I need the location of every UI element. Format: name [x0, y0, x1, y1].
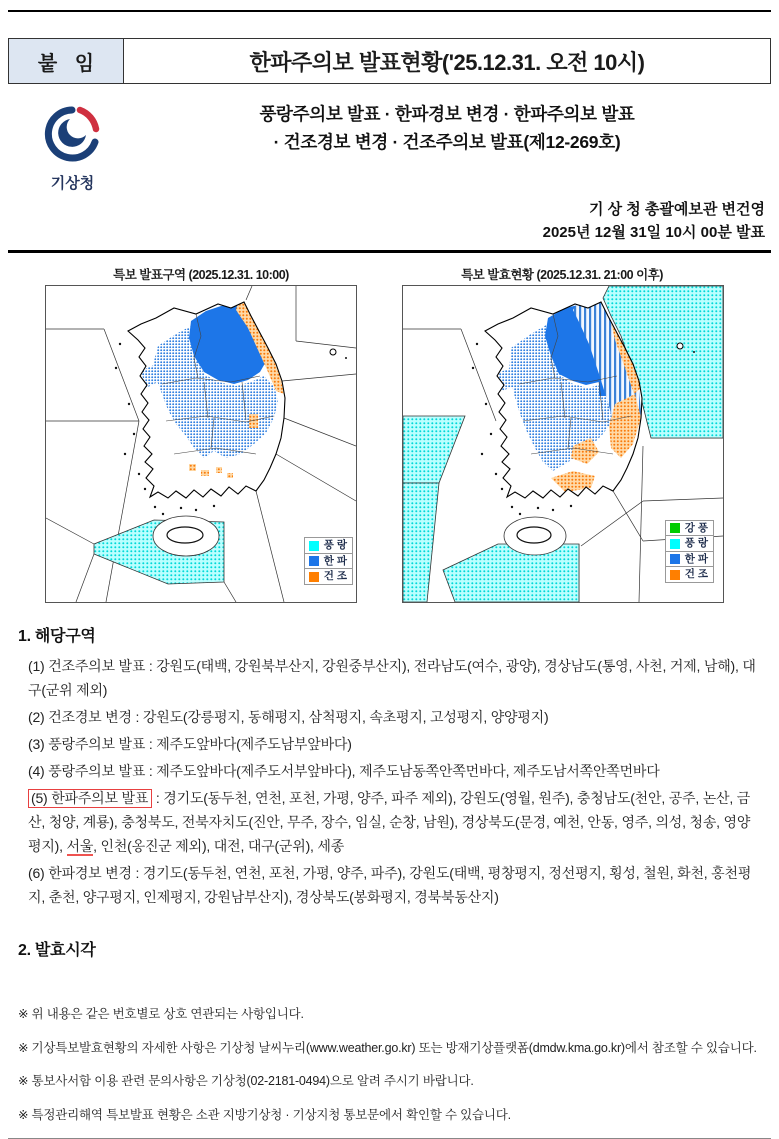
jeju-island	[167, 527, 203, 543]
section-effective-time	[18, 937, 761, 960]
dokdo-island	[693, 351, 695, 353]
legend-row	[665, 520, 714, 537]
dry-legend-chip	[670, 570, 680, 580]
region-item-4: (4) 풍랑주의보 발표 : 제주도앞바다(제주도서부앞바다), 제주도남동쪽안쪽먼바다, 제주도남서쪽안쪽먼바다	[28, 763, 660, 779]
legend-label: 건 조	[323, 570, 347, 583]
legend-label: 풍 랑	[323, 539, 347, 552]
dry-patch	[216, 467, 222, 473]
wind-wave-legend-chip	[309, 541, 319, 551]
region-item-5	[18, 786, 757, 858]
attachment-label: 붙 임	[9, 39, 124, 83]
legend-label: 한 파	[323, 554, 347, 567]
cold-wave-legend-chip	[670, 554, 680, 564]
legend-row	[665, 551, 714, 568]
jeju-sea-zone	[443, 544, 579, 602]
ulleungdo-island	[330, 349, 336, 355]
section-affected-areas	[18, 623, 761, 909]
map-in-effect	[402, 265, 724, 603]
map-right-title: 특보 발효현황 (2025.12.31. 21:00 이후)	[461, 268, 663, 282]
region-item-2: (2) 건조경보 변경 : 강원도(강릉평지, 동해평지, 삼척평지, 속초평지, 고성평지, 양양평지)	[28, 709, 549, 725]
issue-datetime: 2025년 12월 31일 10시 00분 발표	[542, 223, 765, 241]
west-sea-zone	[403, 416, 465, 483]
region-item-6: (6) 한파경보 변경 : 경기도(동두천, 연천, 포천, 가평, 양주, 파주), 강원도(태백, 평창평지, 정선평지, 횡성, 철원, 화천, 홍천평지, 춘천, 양구평지, 인제평지, 강원남부산지), 경상북도(봉화평지, 경북북동산지)	[28, 865, 752, 905]
subtitle-line2: · 건조경보 변경 · 건조주의보 발표(제12-269호)	[273, 132, 621, 152]
agency-logo-block	[10, 98, 135, 193]
region-item-5-tail: , 인천(옹진군 제외), 대전, 대구(군위), 세종	[93, 838, 345, 854]
legend-row	[665, 535, 714, 552]
region-item-3: (3) 풍랑주의보 발표 : 제주도앞바다(제주도남부앞바다)	[28, 736, 352, 752]
legend-row	[665, 566, 714, 583]
agency-name: 기상청	[50, 175, 95, 192]
wind-wave-legend-chip	[670, 539, 680, 549]
header-divider	[8, 250, 771, 253]
bottom-rule	[8, 1138, 771, 1139]
map-left-legend	[304, 538, 353, 585]
cold-wave-legend-chip	[309, 556, 319, 566]
page-title: 한파주의보 발표현황('25.12.31. 오전 10시)	[249, 49, 645, 75]
region-item-5-text: : 경기도(동두천, 연천, 포천, 가평, 양주, 파주 제외), 강원도(영월, 원주), 충청남도(천안, 공주, 논산, 금산, 청양, 계룡), 충청북도, 전북자치도(진안, 무주, 장수, 임실, 순창, 남원), 경상북도(문경, 예천, 안동, 영주, 의성, 청송, 영양평지),	[28, 790, 751, 854]
dokdo-island	[345, 357, 347, 359]
legend-row	[304, 537, 353, 554]
dry-patch	[227, 473, 233, 478]
jeju-island	[517, 527, 551, 543]
footnote-4: ※ 특정관리해역 특보발표 현황은 소관 지방기상청 · 기상지청 통보문에서 확인할 수 있습니다.	[18, 1107, 511, 1122]
section1-heading: 1. 해당구역	[18, 628, 96, 645]
map-issued-areas	[45, 265, 357, 603]
section2-heading: 2. 발효시각	[18, 942, 96, 959]
strong-wind-legend-chip	[670, 523, 680, 533]
legend-label: 풍 랑	[684, 537, 708, 550]
ulleungdo-island	[677, 343, 683, 349]
legend-row	[304, 553, 353, 570]
top-rule	[8, 10, 771, 12]
subtitle-line1: 풍랑주의보 발표 · 한파경보 변경 · 한파주의보 발표	[259, 104, 635, 124]
kma-logo-icon	[41, 102, 105, 166]
legend-label: 건 조	[684, 568, 708, 581]
bulletin-subtitle	[135, 98, 769, 193]
legend-label: 한 파	[684, 552, 708, 565]
map-right-legend	[665, 521, 714, 583]
map-left-title: 특보 발표구역 (2025.12.31. 10:00)	[113, 268, 289, 282]
maps-row	[45, 265, 779, 603]
legend-row	[304, 568, 353, 585]
cold-wave-advisory-highlight-box: (5) 한파주의보 발표	[28, 789, 152, 808]
footnotes	[18, 1004, 761, 1126]
dry-legend-chip	[309, 572, 319, 582]
region-item-1: (1) 건조주의보 발표 : 강원도(태백, 강원북부산지, 강원중부산지), 전라남도(여수, 광양), 경상남도(통영, 사천, 거제, 남해), 대구(군위 제외)	[28, 658, 756, 698]
legend-label: 강 풍	[684, 521, 708, 534]
attachment-header	[8, 38, 771, 84]
masthead	[10, 98, 769, 193]
footnote-3: ※ 통보사서함 이용 관련 문의사항은 기상청(02-2181-0494)으로 알려 주시기 바랍니다.	[18, 1074, 474, 1088]
issuer-name: 기 상 청 총괄예보관 변건영	[588, 201, 765, 218]
dry-patch	[189, 464, 196, 471]
seoul-underlined: 서울	[66, 838, 94, 854]
footnote-1: ※ 위 내용은 같은 번호별로 상호 연관되는 사항입니다.	[18, 1007, 304, 1021]
issuer-block	[14, 199, 765, 244]
footnote-2: ※ 기상특보발효현황의 자세한 사항은 기상청 날씨누리(www.weather.go.kr) 또는 방재기상플랫폼(dmdw.kma.go.kr)에서 참조할 수 있습니다.	[18, 1040, 757, 1055]
southwest-sea-zone	[403, 483, 439, 602]
dry-patch	[201, 470, 209, 476]
